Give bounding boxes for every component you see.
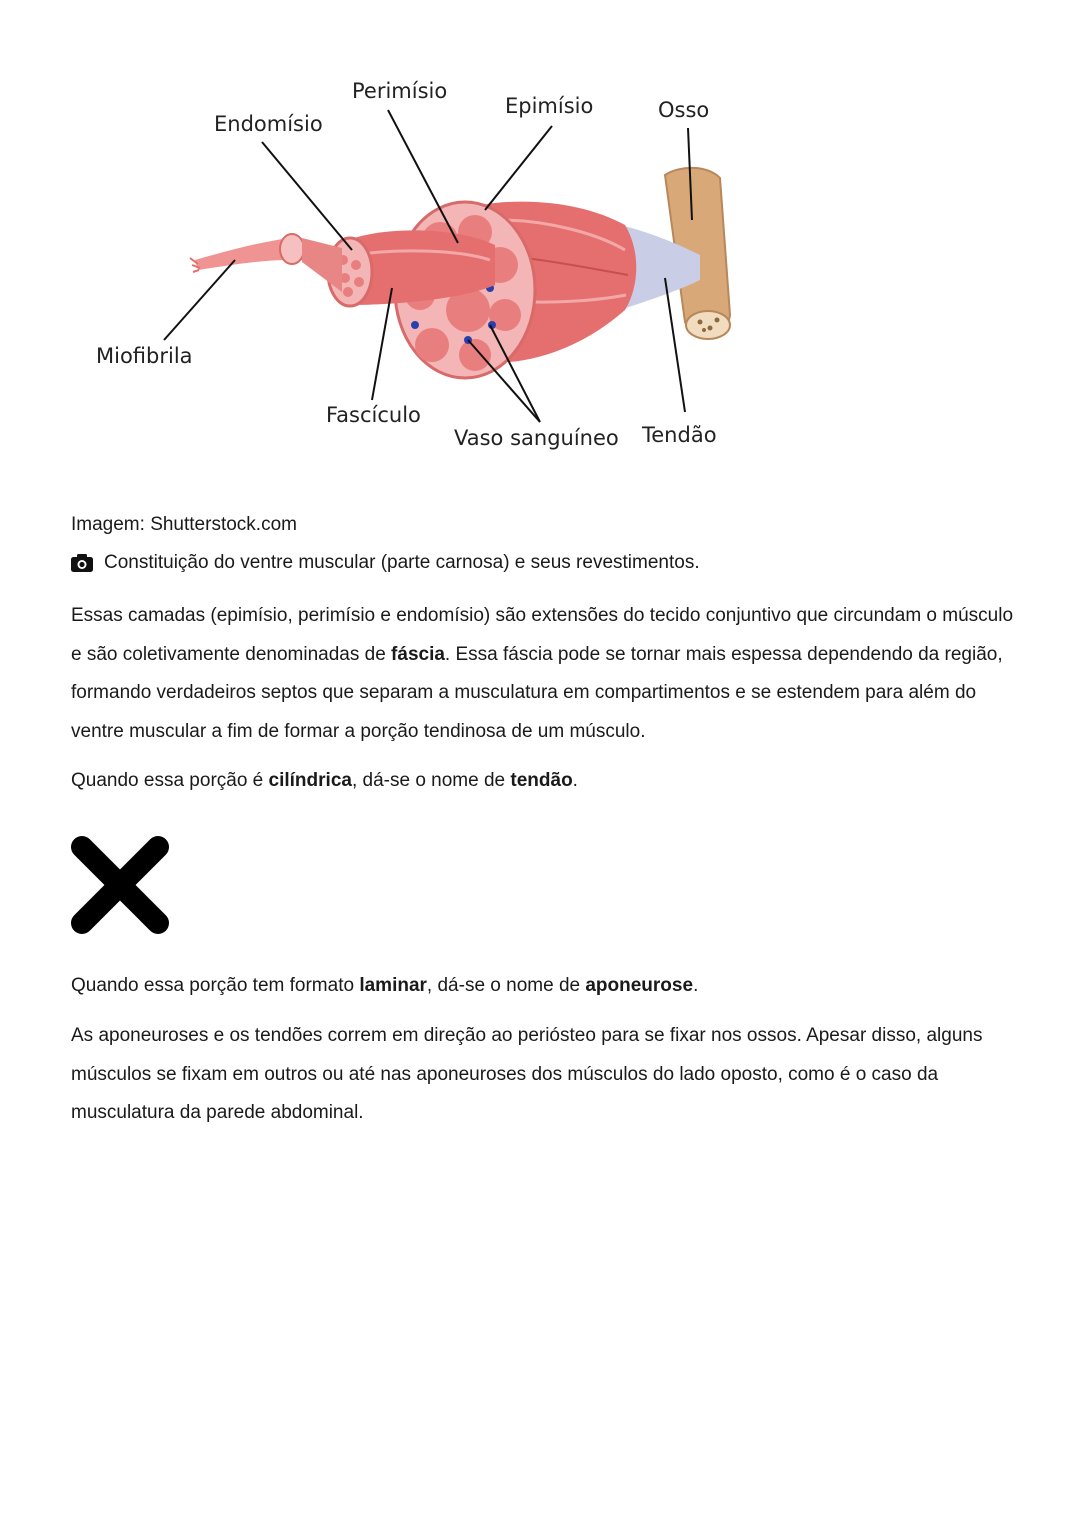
label-osso: Osso [658, 98, 710, 122]
term-laminar: laminar [359, 975, 427, 996]
term-tendao: tendão [510, 770, 573, 791]
paragraph-fascia [71, 597, 1016, 751]
figure-caption [71, 552, 700, 574]
term-aponeurose: aponeurose [585, 975, 694, 996]
paragraph-tendao-text-a: Quando essa porção é [71, 770, 269, 791]
paragraph-tendao [71, 762, 1016, 801]
paragraph-aponeurose-text-e: . [693, 975, 699, 996]
paragraph-aponeurose-text-a: Quando essa porção tem formato [71, 975, 360, 996]
image-source-caption: Imagem: Shutterstock.com [71, 514, 297, 535]
paragraph-fascia-text-a: Essas camadas (epimísio, perimísio e endomísio) são extensões do tecido conjuntivo que circundam o músculo e são coletivamente denominadas de [71, 605, 1014, 665]
term-cilindrica: cilíndrica [268, 770, 352, 791]
camera-icon [71, 554, 93, 572]
term-fascia: fáscia [391, 643, 445, 665]
label-endomisio: Endomísio [214, 112, 323, 136]
label-perimisio: Perimísio [352, 79, 448, 103]
figure-caption-text: Constituição do ventre muscular (parte carnosa) e seus revestimentos. [104, 552, 700, 573]
muscle-anatomy-figure [80, 60, 800, 480]
myofibril-illustration [190, 234, 342, 292]
label-tendao: Tendão [642, 423, 717, 447]
paragraph-fixacao: As aponeuroses e os tendões correm em direção ao periósteo para se fixar nos ossos. Apesar disso, alguns músculos se fixam em outros ou até nas aponeuroses dos músculos do lado oposto, como é o caso da musculatura da parede abdominal. [71, 1025, 983, 1123]
label-miofibrila: Miofibrila [96, 344, 193, 368]
paragraph-tendao-text-e: . [572, 770, 578, 791]
paragraph-tendao-text-c: , dá-se o nome de [351, 770, 511, 791]
label-fasciculo: Fascículo [326, 403, 421, 427]
label-vaso-sanguineo: Vaso sanguíneo [454, 426, 619, 450]
paragraph-aponeurose [71, 967, 1016, 1006]
close-icon [70, 835, 170, 935]
paragraph-aponeurose-text-c: , dá-se o nome de [426, 975, 586, 996]
label-epimisio: Epimísio [505, 94, 594, 118]
paragraph-fascia-text-c: . Essa fáscia pode se tornar mais espessa dependendo da região, formando verdadeiros septos que separam a musculatura em compartimentos e se estendem para além do ventre muscular a fim de formar a porção tendinosa de um músculo. [71, 643, 1003, 742]
